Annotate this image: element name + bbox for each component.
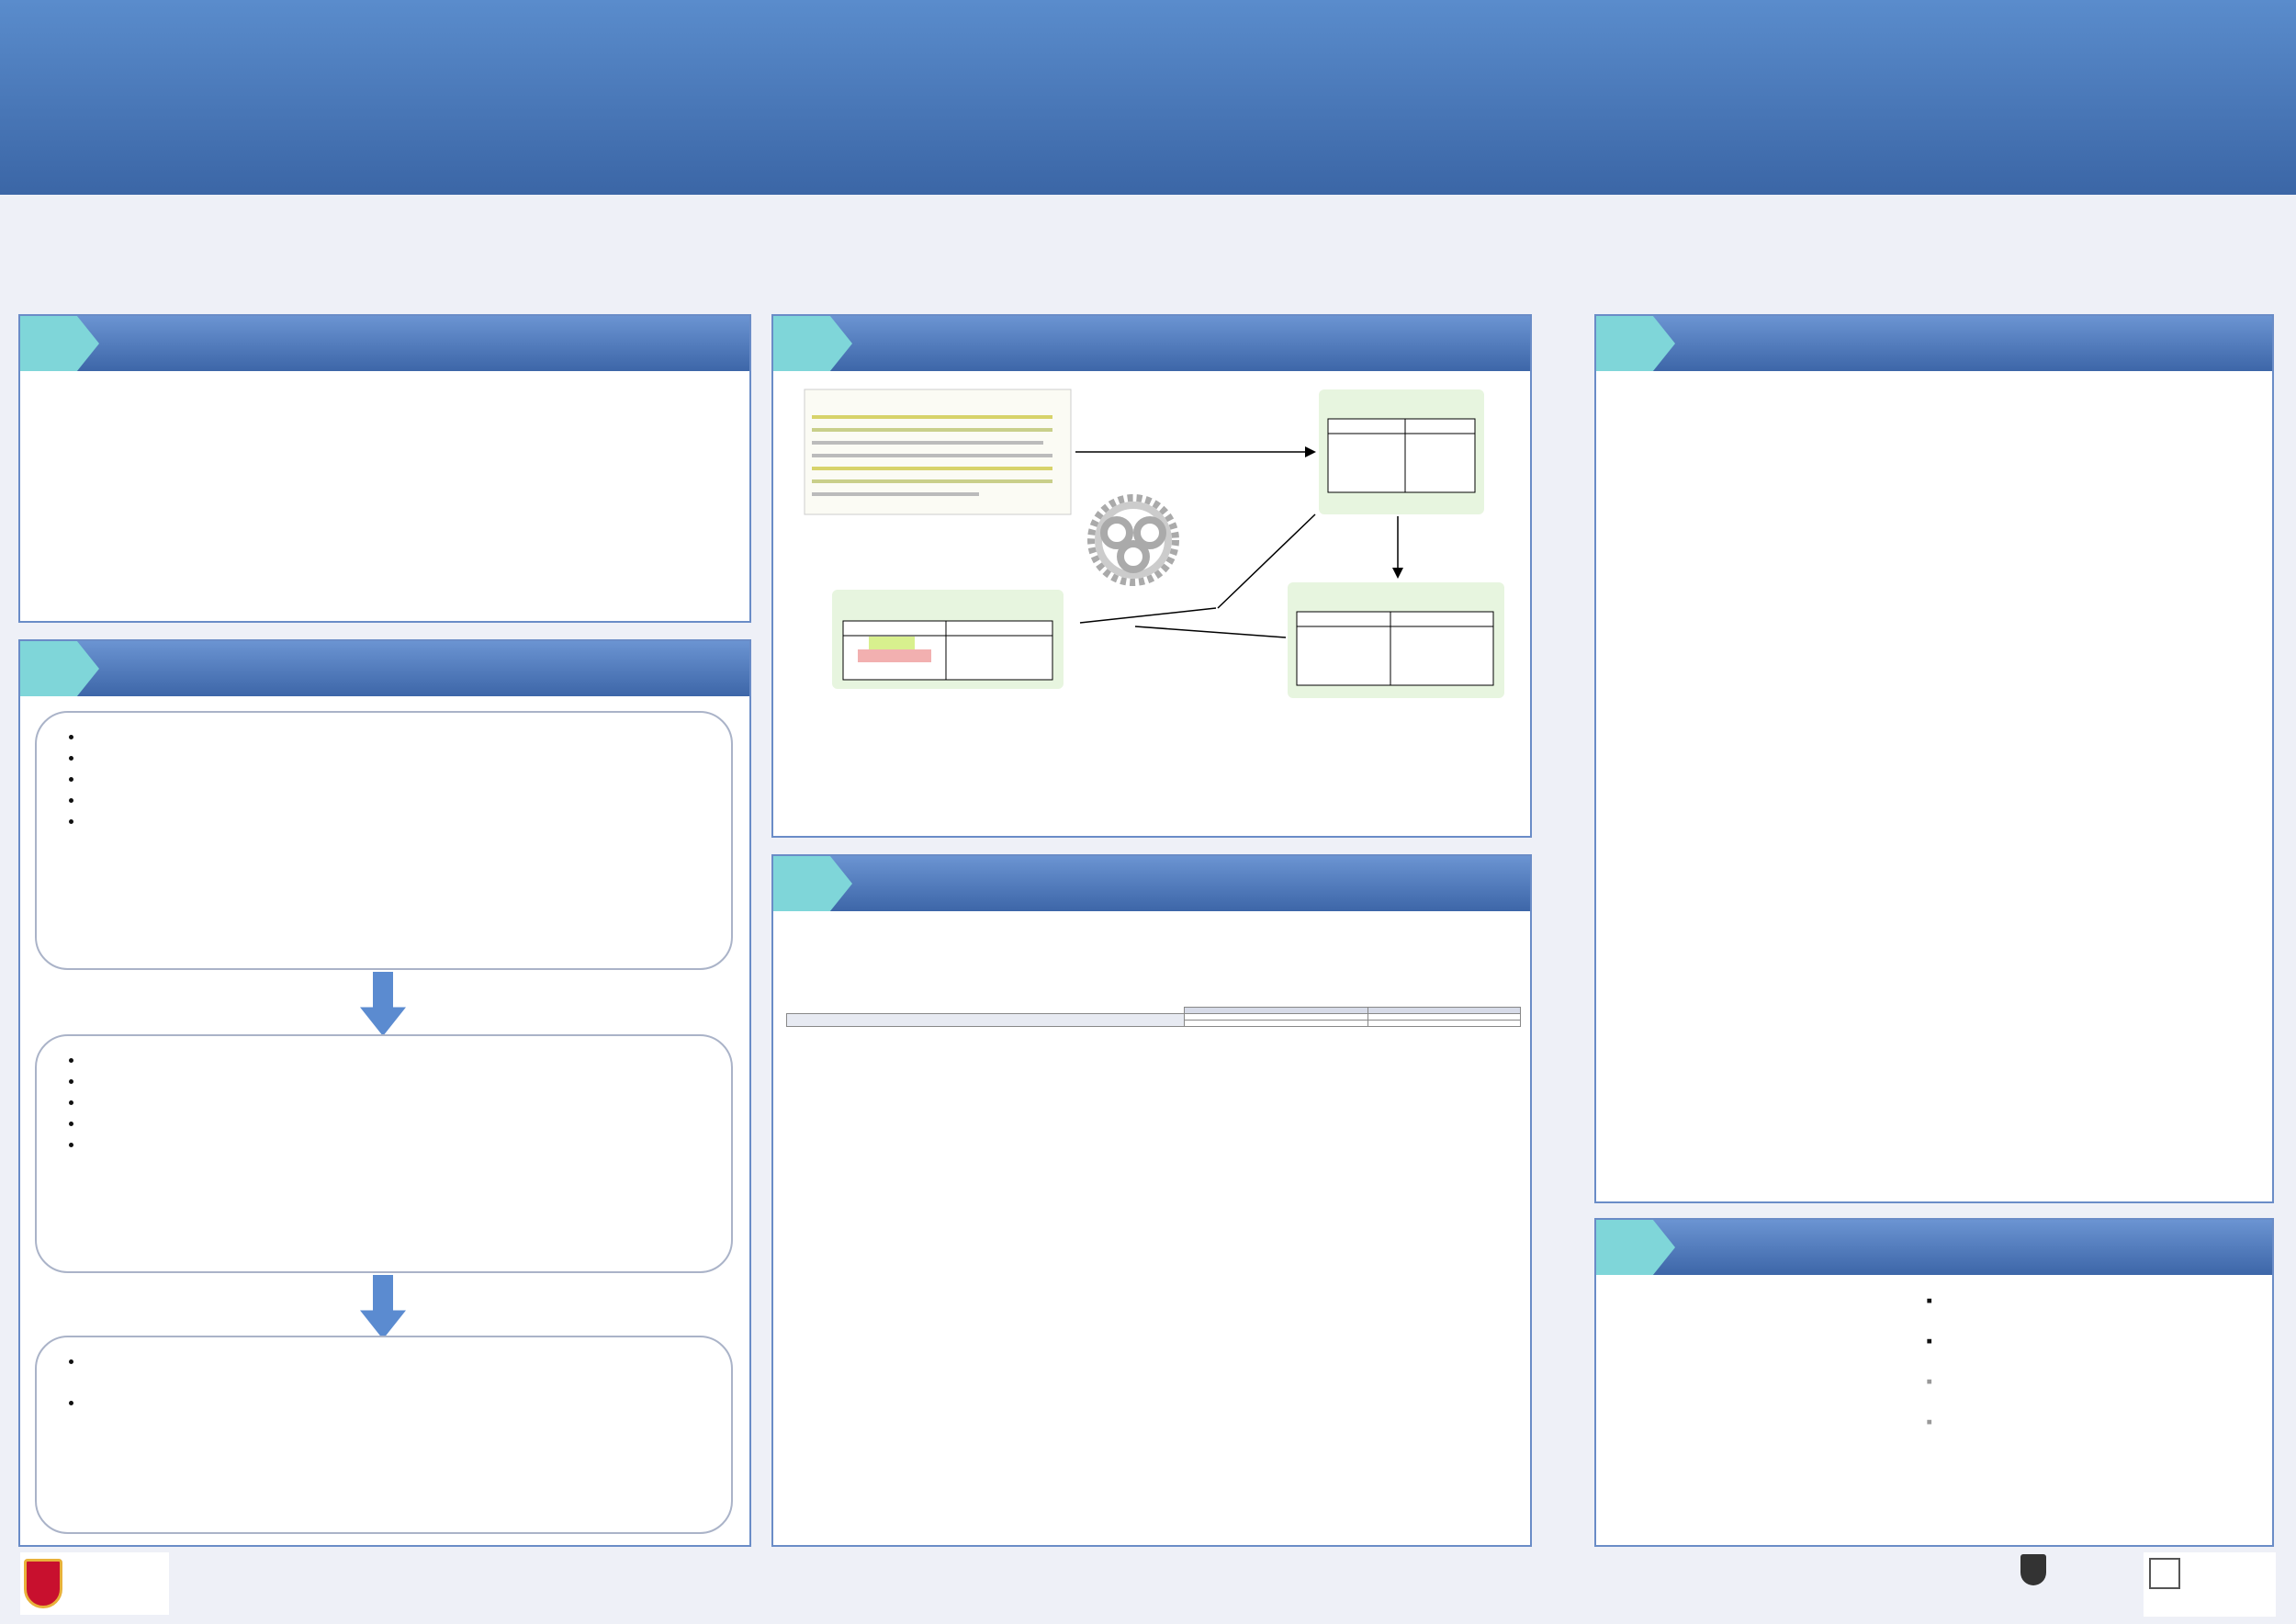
author-block — [0, 204, 2296, 208]
panel-number — [1596, 316, 1675, 371]
country-word-cloud — [1596, 377, 2272, 625]
manual-verification-box — [35, 1336, 733, 1534]
panel-header — [20, 641, 749, 696]
bullet-list — [84, 1091, 705, 1155]
sample-text-lines — [812, 417, 1052, 494]
background-panel — [18, 314, 751, 623]
sb-workflow-figure — [777, 377, 1530, 700]
list-item — [84, 768, 705, 789]
bullet-list — [84, 726, 705, 810]
sgk-results-panel — [771, 854, 1532, 1547]
list-item — [84, 1392, 705, 1413]
col-header-sgk — [1185, 1008, 1368, 1014]
highlight-nontarg — [858, 649, 931, 662]
list-item — [84, 1133, 705, 1155]
list-item — [84, 1049, 705, 1070]
row-label — [787, 1014, 1185, 1027]
bullet-list — [84, 810, 705, 831]
crest-icon — [2020, 1554, 2046, 1585]
cell-value — [1185, 1021, 1368, 1027]
bar-chart — [1596, 715, 2272, 1091]
cell-value — [1185, 1014, 1368, 1021]
list-item — [84, 1070, 705, 1091]
conclusion-item — [1624, 1290, 2245, 1314]
list-item — [84, 747, 705, 768]
list-item — [84, 1350, 705, 1371]
down-arrow-icon — [360, 972, 406, 1036]
bullet-icon: ▪ — [1926, 1413, 1942, 1432]
conclusion-item — [1624, 1330, 2245, 1354]
table-header-row — [787, 1008, 1521, 1014]
poster-title-bar — [0, 0, 2296, 195]
col-header-gene — [1368, 1008, 1521, 1014]
cell-value — [1368, 1021, 1521, 1027]
panel-number — [20, 641, 99, 696]
bullet-list — [84, 1350, 705, 1413]
list-item — [84, 1091, 705, 1112]
list-item — [84, 789, 705, 810]
table-corner — [787, 1008, 1185, 1014]
panel-header — [773, 316, 1530, 371]
fig-table — [1328, 419, 1475, 492]
panel-header — [1596, 1220, 2272, 1275]
seek-blastn-panel — [771, 314, 1532, 838]
panel-number — [20, 316, 99, 371]
sb-analysis-box — [35, 1034, 733, 1273]
list-item — [84, 1112, 705, 1133]
table-row — [787, 1014, 1521, 1021]
conclusion-item — [1624, 1370, 2245, 1394]
literature-corpora-box — [35, 711, 733, 970]
conclusions-panel — [1594, 1218, 2274, 1547]
fig-table — [1297, 612, 1493, 685]
ori-logo — [184, 1551, 388, 1617]
list-item — [84, 810, 705, 831]
down-arrow-icon — [360, 1275, 406, 1339]
background-text — [20, 371, 749, 404]
gene-corpus-panel — [1594, 314, 2274, 1203]
bullet-icon: ▪ — [1926, 1291, 1942, 1311]
panel-number — [773, 856, 852, 911]
post-truth-logo — [2020, 1554, 2140, 1618]
list-item — [84, 726, 705, 747]
kids-research-logo — [2144, 1552, 2276, 1617]
bullet-icon: ▪ — [1926, 1332, 1942, 1351]
methodology-panel — [18, 639, 751, 1547]
panel-number — [773, 316, 852, 371]
panel-header — [773, 856, 1530, 911]
kr-mark-icon — [2149, 1558, 2180, 1589]
conclusion-item — [1624, 1411, 2245, 1435]
crest-icon — [24, 1559, 62, 1608]
panel-header — [20, 316, 749, 371]
bullet-icon: ▪ — [1926, 1372, 1942, 1392]
panel-number — [1596, 1220, 1675, 1275]
usyd-logo — [20, 1552, 169, 1615]
highlight-targ — [869, 637, 915, 649]
results-table — [786, 1007, 1521, 1027]
cell-value — [1368, 1014, 1521, 1021]
conclusions-list — [1596, 1275, 2272, 1435]
panel-header — [1596, 316, 2272, 371]
bullet-list — [84, 1049, 705, 1091]
